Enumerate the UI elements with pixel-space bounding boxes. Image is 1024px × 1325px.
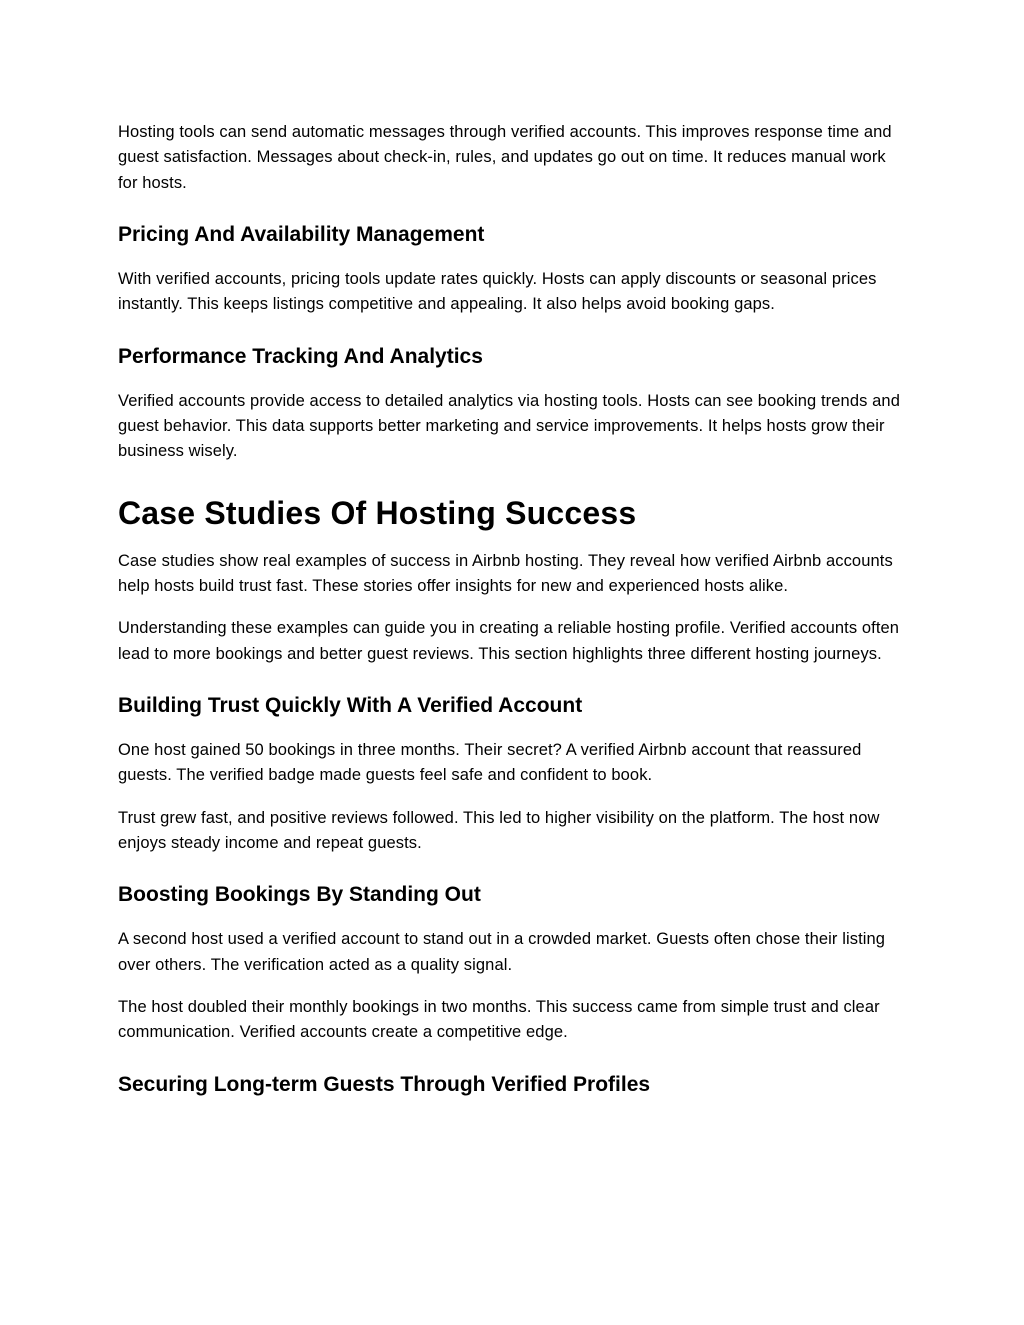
paragraph-understanding-examples: Understanding these examples can guide you in creating a reliable hosting profile. Verified accounts often lead to more bookings and better guest reviews. This section highlights three different hosting journeys. [118,619,900,663]
paragraph-second-host: A second host used a verified account to stand out in a crowded market. Guests often chose their listing over others. The verification acted as a quality signal. [118,930,886,974]
paragraph-pricing-tools: With verified accounts, pricing tools update rates quickly. Hosts can apply discounts or seasonal prices instantly. This keeps listings competitive and appealing. It also helps avoid booking gaps. [118,269,877,314]
document-body [118,120,902,1097]
paragraph-doubled-bookings: The host doubled their monthly bookings in two months. This success came from simple trust and clear communication. Verified accounts create a competitive edge. [118,997,880,1042]
page-title-case-studies: Case Studies Of Hosting Success [118,494,637,531]
section-heading-pricing-availability: Pricing And Availability Management [118,222,485,246]
section-heading-building-trust: Building Trust Quickly With A Verified Account [118,693,583,717]
section-heading-boosting-bookings: Boosting Bookings By Standing Out [118,883,481,907]
paragraph-analytics: Verified accounts provide access to detailed analytics via hosting tools. Hosts can see booking trends and guest behavior. This data supports better marketing and service improvements. It helps hosts grow their business wisely. [118,391,900,461]
section-heading-performance-tracking: Performance Tracking And Analytics [118,344,483,368]
paragraph-hosting-tools: Hosting tools can send automatic messages through verified accounts. This improves response time and guest satisfaction. Messages about check-in, rules, and updates go out on time. It reduces manual work for hosts. [118,123,892,192]
paragraph-case-studies-intro: Case studies show real examples of success in Airbnb hosting. They reveal how verified Airbnb accounts help hosts build trust fast. These stories offer insights for new and experienced hosts alike. [118,551,893,595]
paragraph-host-50-bookings: One host gained 50 bookings in three months. Their secret? A verified Airbnb account that reassured guests. The verified badge made guests feel safe and confident to book. [118,740,862,785]
paragraph-trust-grew: Trust grew fast, and positive reviews followed. This led to higher visibility on the platform. The host now enjoys steady income and repeat guests. [118,808,880,852]
section-heading-securing-longterm-guests: Securing Long-term Guests Through Verified Profiles [118,1072,651,1096]
